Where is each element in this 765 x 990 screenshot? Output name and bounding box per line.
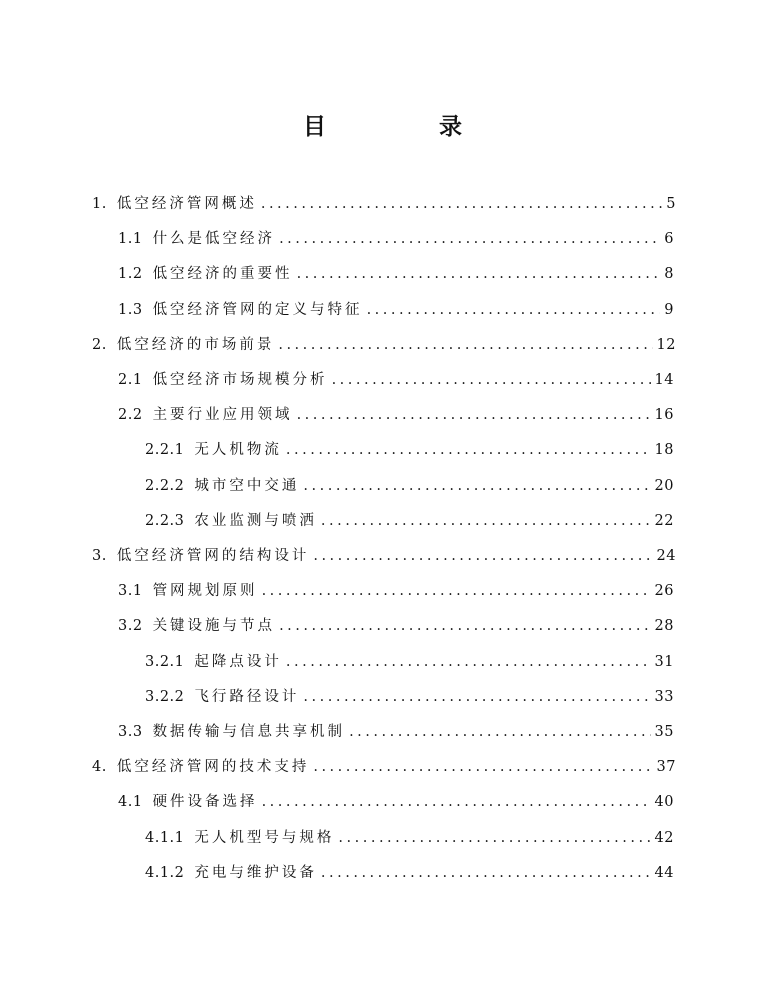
toc-entry-number: 2.2.2 [145,477,185,494]
toc-entry[interactable] [118,610,674,642]
toc-entry-number: 2.1 [118,372,143,388]
page-title: 目 录 [303,114,507,140]
toc-entry[interactable] [118,716,674,748]
toc-dot-leader [303,470,650,502]
toc-entry-page: 37 [656,759,676,776]
toc-entry-number: 4.1.1 [145,829,185,846]
toc-entry[interactable] [92,329,676,361]
toc-entry-number: 3.3 [118,724,143,740]
toc-entry-number: 2.2.3 [145,512,185,529]
toc-entry[interactable] [118,786,674,818]
toc-entry-number: 3.2.1 [145,653,185,670]
toc-entry-title: 低空经济的重要性 [152,266,293,283]
toc-entry-number: 1.3 [118,301,143,318]
toc-entry-title: 主要行业应用领域 [152,407,293,424]
toc-entry-page: 42 [654,829,674,846]
toc-entry-page: 6 [664,231,674,248]
toc-entry-page: 35 [654,724,674,740]
toc-entry[interactable] [118,575,674,607]
toc-dot-leader [286,434,651,466]
toc-entry-page: 18 [654,442,674,459]
toc-entry[interactable] [118,223,674,255]
toc-entry-title: 无人机物流 [194,442,282,459]
toc-entry-title: 充电与维护设备 [194,864,317,881]
toc-entry[interactable] [118,258,674,290]
toc-dot-leader [297,399,651,431]
toc-dot-leader [332,364,651,396]
toc-entry-page: 14 [654,372,674,388]
toc-entry-page: 5 [666,196,676,212]
toc-entry-page: 26 [654,583,674,600]
toc-entry-title: 起降点设计 [194,653,282,670]
toc-dot-leader [367,294,661,326]
toc-entry-title: 什么是低空经济 [152,231,276,248]
toc-entry-page: 8 [664,266,674,283]
toc-dot-leader [321,505,651,537]
toc-dot-leader [286,646,651,678]
toc-dot-leader [278,329,652,361]
toc-entry[interactable] [92,751,676,783]
toc-entry-page: 9 [664,301,674,318]
toc-dot-leader [262,786,651,818]
toc-entry[interactable] [92,188,676,220]
toc-entry[interactable] [145,434,674,466]
toc-entry-page: 40 [654,794,674,811]
toc-entry-number: 4. [92,759,107,776]
toc-entry-number: 2.2 [118,407,143,424]
toc-entry-page: 31 [654,653,674,670]
toc-entry-title: 农业监测与喷洒 [194,512,317,529]
toc-entry-title: 低空经济管网的技术支持 [116,759,310,776]
toc-entry[interactable] [145,470,674,502]
toc-entry[interactable] [118,364,674,396]
toc-entry[interactable] [145,822,674,854]
toc-entry[interactable] [145,857,674,889]
toc-dot-leader [279,223,660,255]
toc-entry[interactable] [145,646,674,678]
toc-entry[interactable] [92,540,676,572]
toc-entry-title: 数据传输与信息共享机制 [152,724,346,740]
toc-dot-leader [262,575,651,607]
toc-entry-number: 3. [92,548,107,564]
toc-entry-number: 3.2 [118,618,143,635]
toc-entry-number: 4.1.2 [145,864,185,881]
toc-entry-title: 低空经济管网的结构设计 [116,548,310,564]
toc-entry[interactable] [118,294,674,326]
toc-dot-leader [303,681,650,713]
toc-entry-title: 飞行路径设计 [194,688,300,705]
toc-dot-leader [279,610,650,642]
toc-entry-number: 3.2.2 [145,688,185,705]
toc-dot-leader [313,540,652,572]
toc-dot-leader [338,822,650,854]
toc-entry-page: 16 [654,407,674,424]
toc-entry-page: 33 [654,688,674,705]
toc-entry-number: 3.1 [118,583,143,600]
toc-entry-page: 20 [654,477,674,494]
toc-entry-number: 1.1 [118,231,143,248]
toc-entry-title: 低空经济的市场前景 [116,336,275,353]
toc-entry-number: 1.2 [118,266,143,283]
toc-dot-leader [321,857,651,889]
toc-entry-title: 硬件设备选择 [152,794,258,811]
toc-dot-leader [297,258,661,290]
toc-entry-number: 2. [92,336,107,353]
toc-dot-leader [261,188,662,220]
toc-entry-page: 28 [654,618,674,635]
toc-entry[interactable] [145,681,674,713]
toc-entry-title: 低空经济管网的定义与特征 [152,301,363,318]
toc-entry-page: 44 [654,864,674,881]
toc-entry-title: 城市空中交通 [194,477,300,494]
toc-dot-leader [313,751,652,783]
toc-entry-page: 22 [654,512,674,529]
toc-entry-title: 低空经济市场规模分析 [152,372,328,388]
toc-entry-number: 2.2.1 [145,442,185,459]
toc-entry-title: 关键设施与节点 [152,618,276,635]
toc-entry[interactable] [145,505,674,537]
toc-entry-number: 1. [92,196,107,212]
toc-entry-title: 无人机型号与规格 [194,829,335,846]
toc-entry-page: 12 [656,336,676,353]
toc-entry-title: 低空经济管网概述 [116,196,257,212]
toc-entry[interactable] [118,399,674,431]
toc-entry-page: 24 [656,548,676,564]
toc-entry-title: 管网规划原则 [152,583,258,600]
toc-entry-number: 4.1 [118,794,143,811]
toc-dot-leader [349,716,650,748]
